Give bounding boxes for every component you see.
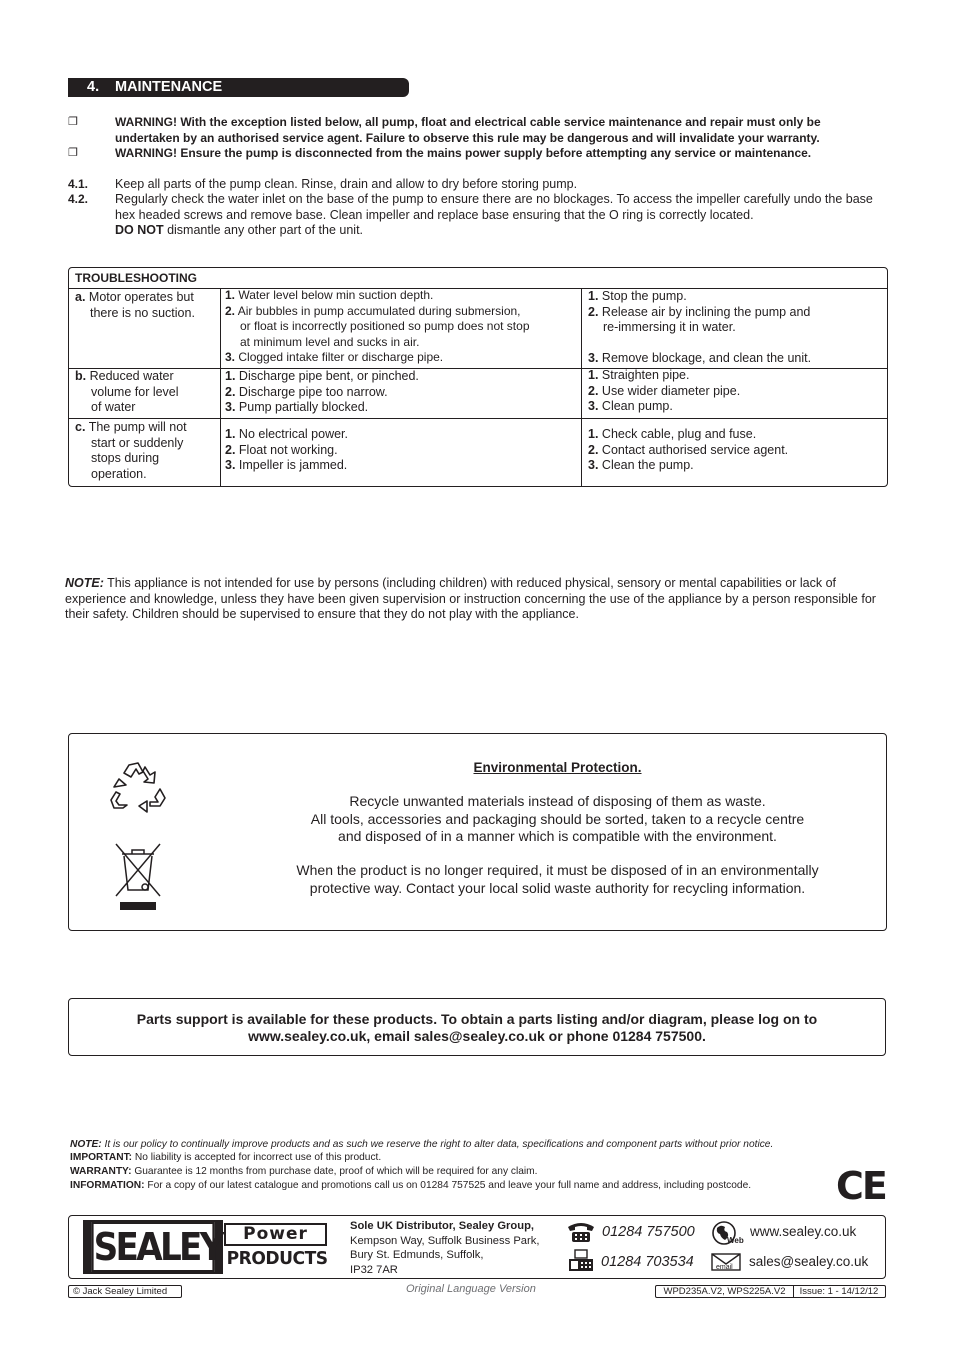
section-number: 4. <box>87 79 100 95</box>
email-icon-label: email <box>716 1264 733 1271</box>
copyright-tag: © Jack Sealey Limited <box>68 1285 182 1298</box>
warning-2 <box>68 146 888 162</box>
parts-line-2: www.sealey.co.uk, email sales@sealey.co.uk or phone 01284 757500. <box>248 1028 706 1044</box>
web-icon-label: Web <box>727 1236 744 1245</box>
table-row: c. The pump will not start or suddenly stops during operation. <box>75 420 187 481</box>
products-logo-text: PRODUCTS <box>226 1248 328 1269</box>
sealey-logo-text: SEALEY <box>92 1222 214 1272</box>
do-not-label: DO NOT <box>115 223 164 237</box>
information-note: INFORMATION: For a copy of our latest catalogue and promotions call us on 01284 757525 and leave your full name and address, including postcode. <box>70 1180 752 1191</box>
warning-text: WARNING! With the exception listed below, all pump, float and electrical cable service maintenance and repair must only be undertaken by an authorised service agent. Failure to observe this rule may be dangerous and will invalidate your warranty. <box>115 115 821 145</box>
parts-line-1: Parts support is available for these products. To obtain a parts listing and/or diagram, please log on to <box>136 1011 818 1027</box>
env-paragraph-1: Recycle unwanted materials instead of disposing of them as waste. All tools, accessories and packaging should be sorted, taken to a recycle centre and disposed of in a manner which is compatible with the environment. <box>310 793 805 844</box>
step-number: 4.2. <box>68 192 89 206</box>
table-row: a. Motor operates but there is no suction. <box>75 290 195 320</box>
safety-note <box>65 576 890 623</box>
step-4-1 <box>68 177 888 193</box>
causes-cell: 1. Water level below min suction depth. 2. Air bubbles in pump accumulated during submersion, or float is incorrectly positioned so pump does not stop at minimum level and sucks in air. 3. Clogged intake filter or discharge pipe. <box>225 288 530 364</box>
troubleshooting-table <box>68 267 888 487</box>
env-title: Environmental Protection. <box>473 760 642 775</box>
fax-icon <box>567 1249 595 1273</box>
environment-box <box>68 733 887 931</box>
telephone-icon <box>566 1221 596 1243</box>
remedies-cell: 1. Check cable, plug and fuse. 2. Contact authorised service agent. 3. Clean the pump. <box>588 427 789 472</box>
distributor-address: Sole UK Distributor, Sealey Group, Kempson Way, Suffolk Business Park, Bury St. Edmunds, Suffolk, IP32 7AR <box>350 1220 540 1276</box>
warning-text: WARNING! Ensure the pump is disconnected from the mains power supply before attempting any service or maintenance. <box>115 146 812 160</box>
weee-bin-icon <box>114 842 162 912</box>
language-version: Original Language Version <box>406 1283 536 1295</box>
table-divider <box>220 288 221 487</box>
step-number: 4.1. <box>68 177 89 191</box>
table-divider <box>581 288 582 487</box>
table-header: TROUBLESHOOTING <box>75 271 197 285</box>
warning-1 <box>68 115 888 146</box>
warranty-note: WARRANTY: Guarantee is 12 months from purchase date, proof of which will be required for any claim. <box>70 1166 538 1177</box>
table-divider <box>69 418 887 419</box>
causes-cell: 1. Discharge pipe bent, or pinched. 2. Discharge pipe too narrow. 3. Pump partially blocked. <box>225 369 419 414</box>
parts-support-box <box>68 998 886 1056</box>
step-4-2 <box>68 192 888 239</box>
recycle-icon <box>109 759 167 817</box>
step-text: Keep all parts of the pump clean. Rinse, drain and allow to dry before storing pump. <box>115 177 578 191</box>
ce-mark-icon: CE <box>836 1164 886 1208</box>
section-title: MAINTENANCE <box>115 79 223 95</box>
website-link[interactable]: www.sealey.co.uk <box>750 1224 857 1239</box>
power-logo-text: Power <box>224 1223 327 1246</box>
table-row: b. Reduced water volume for level of water <box>75 369 179 414</box>
remedies-cell: 1. Stop the pump. 2. Release air by inclining the pump and re-immersing it in water. 3. Remove blockage, and clean the unit. <box>588 289 812 365</box>
model-numbers: WPD235A.V2, WPS225A.V2 <box>656 1286 794 1297</box>
fax-number: 01284 703534 <box>601 1254 694 1270</box>
note-label: NOTE: <box>65 576 104 590</box>
section-header <box>68 78 409 97</box>
note-text: This appliance is not intended for use by persons (including children) with reduced physical, sensory or mental capabilities or lack of experience and knowledge, unless they have been given supervision or instruction concerning the use of the appliance by a person responsible for their safety. Children should be supervised to ensure that they do not play with the appliance. <box>65 576 876 621</box>
step-text: Regularly check the water inlet on the base of the pump to ensure there are no blockages. To access the impeller carefully undo the base hex headed screws and remove base. Clean impeller and replace base ensuring that the O ring is correctly located. DO NOT dismantle any other part of the unit. <box>115 192 873 237</box>
important-note: IMPORTANT: No liability is accepted for incorrect use of this product. <box>70 1152 382 1163</box>
env-paragraph-2: When the product is no longer required, it must be disposed of in an environmentally protective way. Contact your local solid waste authority for recycling information. <box>296 862 819 896</box>
table-divider <box>69 368 887 369</box>
issue-number: Issue: 1 - 14/12/12 <box>799 1286 879 1297</box>
model-issue-tag <box>655 1285 886 1298</box>
checkbox-bullet-icon: ❐ <box>68 147 78 159</box>
phone-number: 01284 757500 <box>602 1224 695 1240</box>
checkbox-bullet-icon: ❐ <box>68 116 78 128</box>
causes-cell: 1. No electrical power. 2. Float not working. 3. Impeller is jammed. <box>225 427 348 472</box>
policy-note: NOTE: It is our policy to continually improve products and as such we reserve the right to alter data, specifications and component parts without prior notice. <box>70 1139 774 1150</box>
remedies-cell: 1. Straighten pipe. 2. Use wider diameter pipe. 3. Clean pump. <box>588 368 741 413</box>
email-link[interactable]: sales@sealey.co.uk <box>749 1254 869 1269</box>
